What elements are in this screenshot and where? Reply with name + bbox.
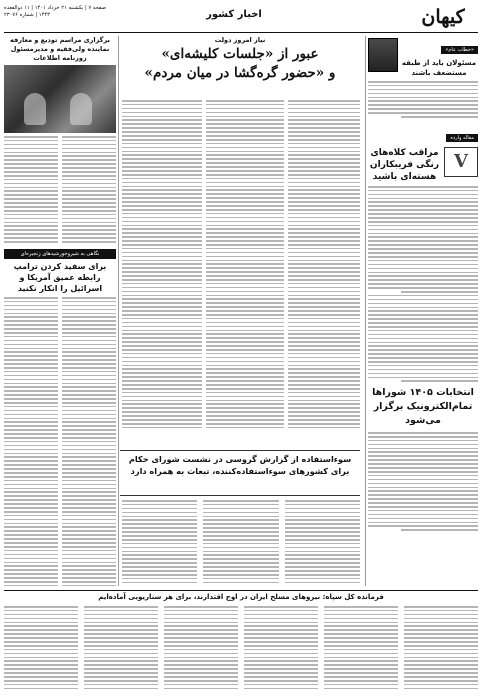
left-column-title: برگزاری مراسم تودیع و معارفه نماینده ولی‌فقیه و مدیرمسئول روزنامه اطلاعات	[10, 36, 110, 62]
lower-banner	[120, 450, 360, 496]
section-title: اخبار کشور	[206, 9, 262, 20]
column-label-bar: نگاهی به شیروخورشیدهای زنجیره‌ای	[4, 249, 116, 259]
article-title: مراقب کلاه‌های رنگی فریبکاران هسته‌ای باشید	[369, 147, 440, 182]
main-headline-block	[120, 36, 360, 96]
article-body	[368, 186, 478, 382]
left-box-title: برای سفید کردن ترامپ رابطه عمیق آمریکا و اسرائیل را انکار نکنید	[13, 261, 107, 293]
bottom-headline: فرمانده کل سپاه: نیروهای مسلح ایران در اوج اقتدارند، برای هر سناریویی آماده‌ایم	[4, 590, 478, 604]
main-title-line-2: و «حضور گره‌گشا در میان مردم»	[144, 65, 336, 81]
main-kicker: نیاز امروز دولت	[214, 36, 266, 44]
banner-title-line-1: سوءاستفاده از گزارش گروسی در نشست شورای حکام	[128, 454, 352, 464]
right-column	[368, 36, 478, 586]
v-logo-icon: V	[444, 147, 478, 177]
article-body	[368, 81, 478, 118]
portrait-photo	[368, 38, 398, 72]
right-column-title: مسئولان باید از طبقه مستضعف باشند	[401, 59, 477, 77]
article-body	[4, 136, 116, 245]
column-divider	[118, 36, 119, 586]
bottom-articles	[4, 606, 478, 694]
column-label: «خطاب عام»	[441, 46, 478, 54]
article-column	[122, 100, 202, 450]
left-column	[4, 36, 116, 586]
banner-title-line-2: برای کشورهای سوءاستفاده‌کننده، تبعات به همراه دارد	[130, 466, 350, 476]
masthead	[4, 3, 478, 33]
article-column	[288, 100, 360, 450]
article-body	[368, 432, 478, 531]
column-divider	[365, 36, 366, 586]
dateline: صفحه ۷ | یکشنبه ۲۱ خرداد ۱۴۰۱ | ۱۱ ذوالقعده ۱۴۴۳ | شماره ۲۳۰۷۶	[4, 5, 107, 18]
lower-articles	[122, 500, 360, 586]
main-title-line-1: عبور از «جلسات کلیشه‌ای»	[161, 46, 319, 62]
election-headline: انتخابات ۱۴۰۵ شوراها تمام‌الکترونیک برگزار می‌شود	[372, 387, 474, 427]
column-label-2: مقاله وارده	[446, 134, 478, 142]
article-body	[4, 297, 116, 586]
newspaper-logo: کیهان	[421, 6, 465, 28]
article-column	[206, 100, 284, 450]
ceremony-photo	[4, 65, 116, 133]
